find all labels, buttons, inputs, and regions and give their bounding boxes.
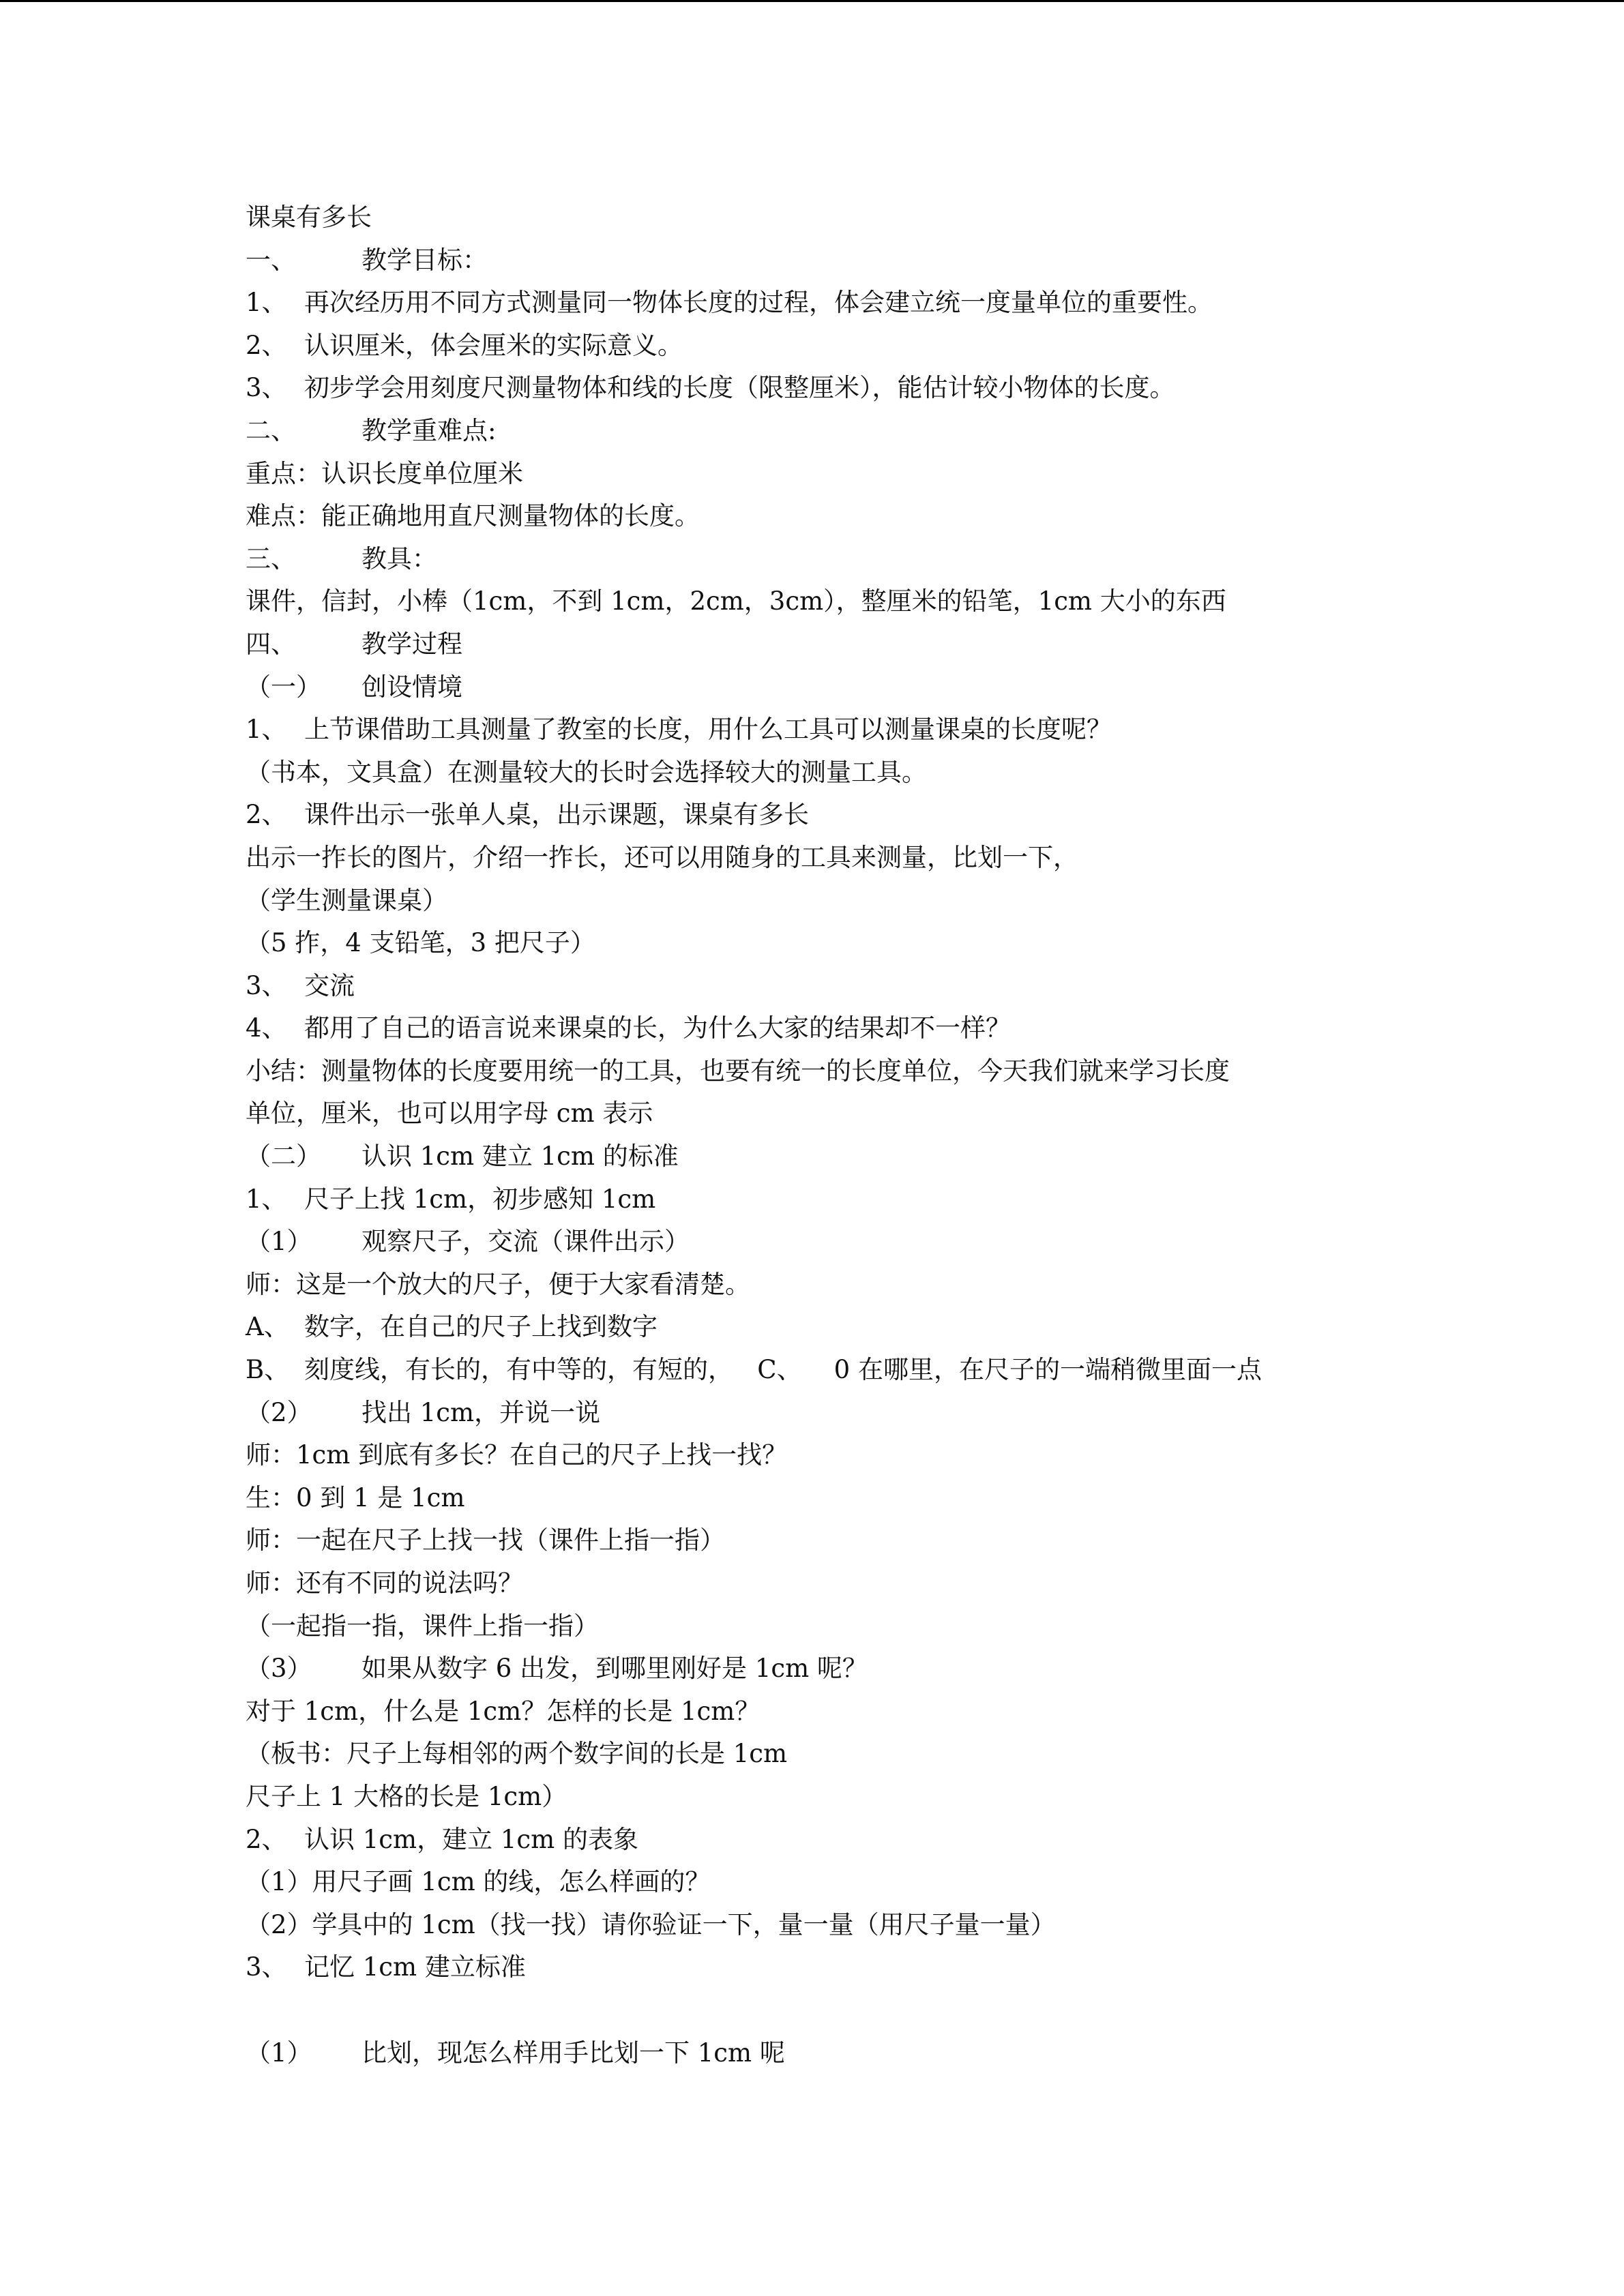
list-marker: （二） xyxy=(246,1142,321,1172)
list-marker: （一） xyxy=(246,672,321,702)
list-marker: 1、 xyxy=(246,1184,287,1214)
line-text: 记忆 1cm 建立标准 xyxy=(304,1952,526,1982)
line-text: 认识厘米，体会厘米的实际意义。 xyxy=(304,330,683,360)
list-marker: （1） xyxy=(246,1227,312,1257)
paragraph-line: （一起指一指，课件上指一指） xyxy=(246,1611,599,1641)
line-text: 教具： xyxy=(361,543,437,573)
list-marker: 4、 xyxy=(246,1013,287,1043)
line-text: 数字，在自己的尺子上找到数字 xyxy=(304,1312,658,1342)
line-text: 教学过程 xyxy=(361,629,462,659)
paragraph-line: 尺子上 1 大格的长是 1cm） xyxy=(246,1781,567,1811)
list-item xyxy=(246,1306,1419,1349)
line-text: 认识 1cm 建立 1cm 的标准 xyxy=(361,1142,679,1172)
list-marker: （1） xyxy=(246,2038,312,2068)
list-item xyxy=(246,1819,1419,1862)
list-item xyxy=(246,1648,1419,1690)
list-item xyxy=(246,367,1419,410)
list-item xyxy=(246,325,1419,368)
line-text: 找出 1cm，并说一说 xyxy=(361,1397,601,1427)
line-text: 上节课借助工具测量了教室的长度，用什么工具可以测量课桌的长度呢？ xyxy=(304,715,1112,745)
list-item xyxy=(246,282,1419,325)
list-item xyxy=(246,2032,1419,2075)
list-item xyxy=(246,794,1419,837)
list-marker: 3、 xyxy=(246,1952,287,1982)
list-marker: 三、 xyxy=(246,543,296,573)
line-text: 再次经历用不同方式测量同一物体长度的过程，体会建立统一度量单位的重要性。 xyxy=(304,288,1213,318)
paragraph-line: 师：一起在尺子上找一找（课件上指一指） xyxy=(246,1525,725,1555)
paragraph-line: 生：0 到 1 是 1cm xyxy=(246,1482,465,1512)
list-item xyxy=(246,1178,1419,1221)
line-text: 教学重难点: xyxy=(361,415,497,445)
paragraph-line: 师：这是一个放大的尺子，便于大家看清楚。 xyxy=(246,1269,750,1299)
document-body xyxy=(246,196,1419,2074)
line-text: 课件出示一张单人桌，出示课题，课桌有多长 xyxy=(304,800,809,830)
paragraph-line: （书本，文具盒）在测量较大的长时会选择较大的测量工具。 xyxy=(246,757,927,787)
list-marker: 1、 xyxy=(246,715,287,745)
list-item xyxy=(246,1349,1419,1392)
document-title: 课桌有多长 xyxy=(246,203,372,232)
list-item xyxy=(246,1221,1419,1264)
line-text: 如果从数字 6 出发，到哪里刚好是 1cm 呢？ xyxy=(361,1654,868,1684)
line-text: 认识 1cm，建立 1cm 的表象 xyxy=(304,1824,638,1854)
subsection-heading xyxy=(246,1135,1419,1178)
paragraph-line: （1）用尺子画 1cm 的线，怎么样画的？ xyxy=(246,1867,711,1897)
list-marker: 2、 xyxy=(246,800,287,830)
list-marker: 3、 xyxy=(246,373,287,403)
line-text: 比划，现怎么样用手比划一下 1cm 呢 xyxy=(361,2038,785,2068)
list-marker: 二、 xyxy=(246,415,296,445)
line-text: 创设情境 xyxy=(361,672,462,702)
list-marker: 1、 xyxy=(246,288,287,318)
list-item xyxy=(246,965,1419,1008)
list-item xyxy=(246,1392,1419,1435)
line-text: 尺子上找 1cm，初步感知 1cm xyxy=(304,1184,656,1214)
list-marker: （2） xyxy=(246,1397,312,1427)
blank-line xyxy=(246,1989,1419,2032)
paragraph-line: 课件，信封，小棒（1cm，不到 1cm，2cm，3cm），整厘米的铅笔，1cm 大小的东西 xyxy=(246,586,1226,616)
paragraph-line: 师：还有不同的说法吗？ xyxy=(246,1568,523,1598)
paragraph-line: 难点：能正确地用直尺测量物体的长度。 xyxy=(246,501,700,531)
subsection-heading xyxy=(246,666,1419,709)
list-marker: 2、 xyxy=(246,1824,287,1854)
paragraph-line: （5 拃，4 支铅笔，3 把尺子） xyxy=(246,928,595,958)
list-item xyxy=(246,1946,1419,1989)
paragraph-line: （板书：尺子上每相邻的两个数字间的长是 1cm xyxy=(246,1739,788,1769)
line-text: 教学目标： xyxy=(361,245,488,275)
paragraph-line: 单位，厘米，也可以用字母 cm 表示 xyxy=(246,1099,653,1129)
paragraph-line: 重点：认识长度单位厘米 xyxy=(246,458,523,488)
paragraph-line: 师：1cm 到底有多长？在自己的尺子上找一找？ xyxy=(246,1440,788,1470)
section-heading xyxy=(246,239,1419,282)
list-marker: A、 xyxy=(246,1312,289,1342)
paragraph-line: 对于 1cm，什么是 1cm？怎样的长是 1cm？ xyxy=(246,1696,761,1726)
list-marker: B、 xyxy=(246,1355,290,1385)
section-heading xyxy=(246,623,1419,666)
paragraph-line: 小结：测量物体的长度要用统一的工具，也要有统一的长度单位，今天我们就来学习长度 xyxy=(246,1056,1230,1086)
list-marker: 2、 xyxy=(246,330,287,360)
list-item xyxy=(246,709,1419,751)
paragraph-line: （2）学具中的 1cm（找一找）请你验证一下，量一量（用尺子量一量） xyxy=(246,1909,1056,1939)
paragraph-line: （学生测量课桌） xyxy=(246,885,447,915)
list-marker: （3） xyxy=(246,1654,312,1684)
list-marker: 四、 xyxy=(246,629,296,659)
list-marker: 3、 xyxy=(246,970,287,1000)
paragraph-line: 出示一拃长的图片，介绍一拃长，还可以用随身的工具来测量，比划一下， xyxy=(246,842,1078,872)
line-text: 观察尺子，交流（课件出示） xyxy=(361,1227,690,1257)
line-text: 刻度线，有长的，有中等的，有短的， C、 0 在哪里，在尺子的一端稍微里面一点 xyxy=(304,1355,1262,1385)
line-text: 交流 xyxy=(304,970,355,1000)
line-text: 都用了自己的语言说来课桌的长，为什么大家的结果却不一样？ xyxy=(304,1013,1011,1043)
list-item xyxy=(246,1007,1419,1050)
section-heading xyxy=(246,410,1419,453)
section-heading xyxy=(246,538,1419,581)
line-text: 初步学会用刻度尺测量物体和线的长度（限整厘米），能估计较小物体的长度。 xyxy=(304,373,1175,403)
list-marker: 一、 xyxy=(246,245,296,275)
